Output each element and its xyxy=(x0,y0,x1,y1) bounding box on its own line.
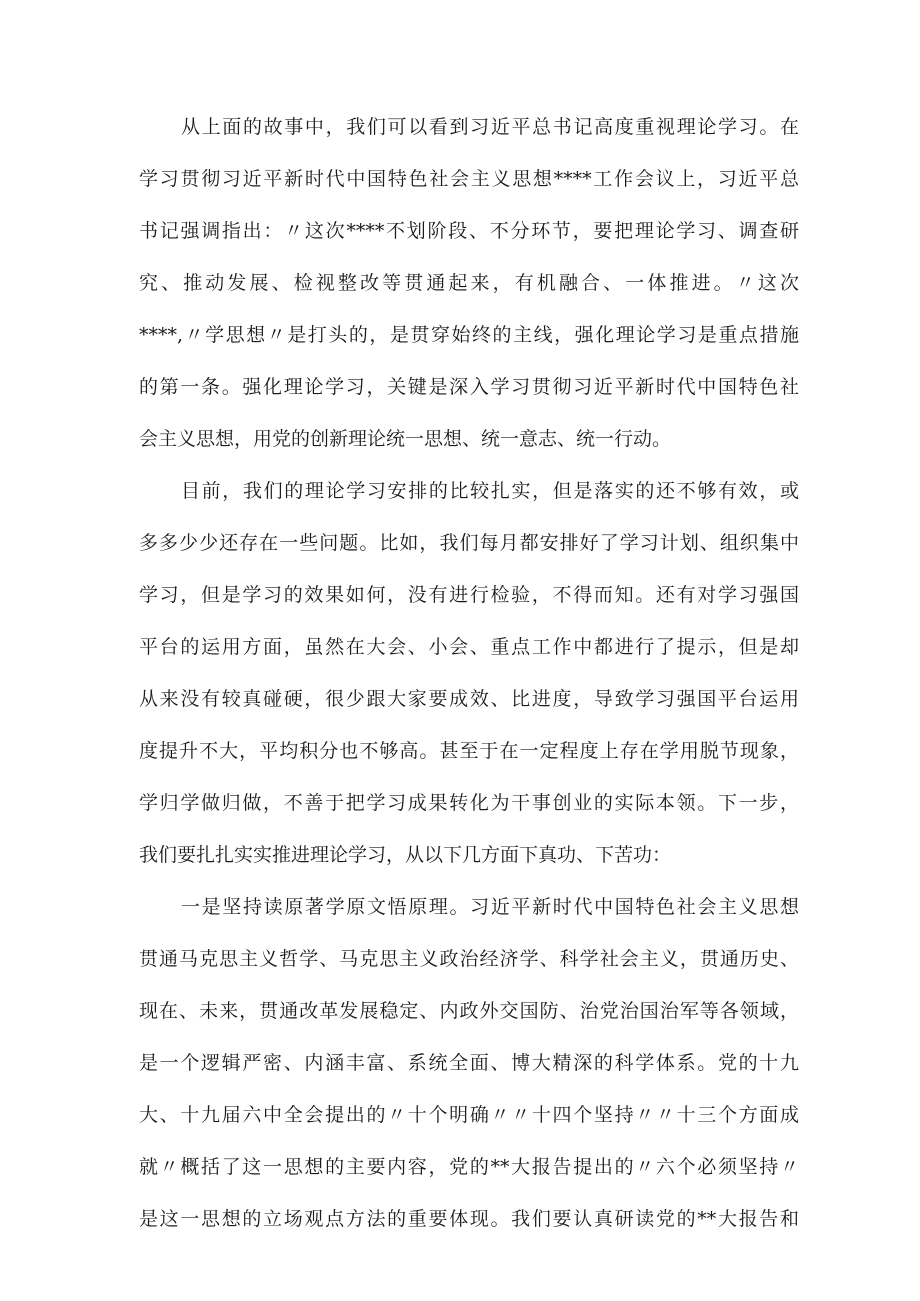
text-line: 是这一思想的立场观点方法的重要体现。我们要认真研读党的**大报告和 xyxy=(139,1208,799,1230)
text-line: 的第一条。强化理论学习，关键是深入学习贯彻习近平新时代中国特色社 xyxy=(139,376,799,398)
text-line: 学归学做归做，不善于把学习成果转化为干事创业的实际本领。下一步， xyxy=(139,792,799,814)
text-line: 书记强调指出：〃这次****不划阶段、不分环节，要把理论学习、调查研 xyxy=(139,220,799,242)
text-line: 学习，但是学习的效果如何，没有进行检验，不得而知。还有对学习强国 xyxy=(139,584,799,606)
text-line: 学习贯彻习近平新时代中国特色社会主义思想****工作会议上，习近平总 xyxy=(139,168,799,190)
text-line: 会主义思想，用党的创新理论统一思想、统一意志、统一行动。 xyxy=(139,428,672,450)
text-line: ****,〃学思想〃是打头的，是贯穿始终的主线，强化理论学习是重点措施 xyxy=(139,324,799,346)
text-line: 就〃概括了这一思想的主要内容，党的**大报告提出的〃六个必须坚持〃 xyxy=(139,1156,799,1178)
text-line: 现在、未来，贯通改革发展稳定、内政外交国防、治党治国治军等各领域， xyxy=(139,1000,799,1022)
text-line: 目前，我们的理论学习安排的比较扎实，但是落实的还不够有效，或 xyxy=(181,480,799,502)
text-line: 究、推动发展、检视整改等贯通起来，有机融合、一体推进。〃这次 xyxy=(139,272,799,294)
text-line: 一是坚持读原著学原文悟原理。习近平新时代中国特色社会主义思想 xyxy=(181,896,799,918)
text-line: 大、十九届六中全会提出的〃十个明确〃〃十四个坚持〃〃十三个方面成 xyxy=(139,1104,799,1126)
text-line: 多多少少还存在一些问题。比如，我们每月都安排好了学习计划、组织集中 xyxy=(139,532,799,554)
text-line: 平台的运用方面，虽然在大会、小会、重点工作中都进行了提示，但是却 xyxy=(139,636,799,658)
text-line: 从来没有较真碰硬，很少跟大家要成效、比进度，导致学习强国平台运用 xyxy=(139,688,799,710)
text-line: 是一个逻辑严密、内涵丰富、系统全面、博大精深的科学体系。党的十九 xyxy=(139,1052,799,1074)
text-line: 从上面的故事中，我们可以看到习近平总书记高度重视理论学习。在 xyxy=(181,116,799,138)
text-line: 我们要扎扎实实推进理论学习，从以下几方面下真功、下苦功： xyxy=(139,844,672,866)
text-line: 度提升不大，平均积分也不够高。甚至于在一定程度上存在学用脱节现象， xyxy=(139,740,799,762)
text-line: 贯通马克思主义哲学、马克思主义政治经济学、科学社会主义，贯通历史、 xyxy=(139,948,799,970)
